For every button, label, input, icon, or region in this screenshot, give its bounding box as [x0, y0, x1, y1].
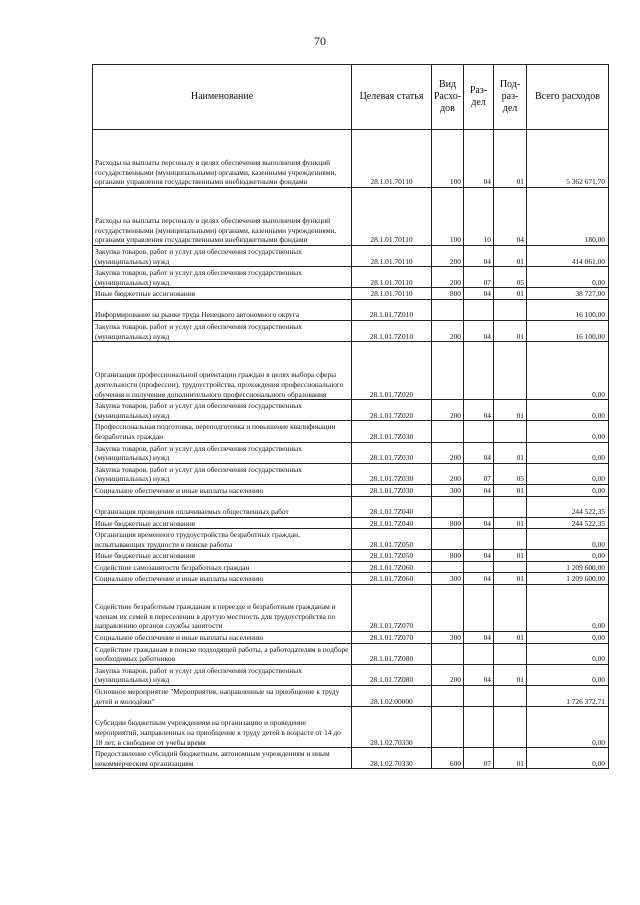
- row-subsection: 01: [494, 517, 527, 529]
- row-name: Содействие безработным гражданам в переезде и безработным гражданам и членам их семей в переселении в другую местность для трудоустройства по направлению органов службы занятости: [93, 585, 352, 632]
- row-target-article: 28.1.01.7Z040: [352, 496, 432, 517]
- table-row: [93, 267, 609, 288]
- row-target-article: 28.1.01.7Z010: [352, 299, 432, 320]
- row-section: 04: [464, 288, 494, 300]
- row-name: Организация профессиональной ориентации граждан в целях выбора сферы деятельности (профессии), трудоустройства, прохождения профессионального обучения и получения дополнительного профессионального образования: [93, 342, 352, 400]
- row-subsection: [494, 585, 527, 632]
- row-name: Информирование на рынке труда Ненецкого автономного округа: [93, 299, 352, 320]
- row-expense-type: 800: [432, 550, 464, 562]
- row-total: 0,00: [527, 529, 609, 550]
- row-subsection: 01: [494, 573, 527, 585]
- row-total: 0,00: [527, 585, 609, 632]
- row-total: 0,00: [527, 463, 609, 484]
- row-subsection: [494, 421, 527, 442]
- row-section: 04: [464, 246, 494, 267]
- row-target-article: 28.1.01.7Z030: [352, 442, 432, 463]
- table-row: [93, 442, 609, 463]
- row-name: Организация временного трудоустройства безработных граждан, испытывающих трудности в поиске работы: [93, 529, 352, 550]
- row-total: 0,00: [527, 484, 609, 496]
- header-subsection: Под- раз- дел: [494, 65, 527, 130]
- row-subsection: 01: [494, 664, 527, 685]
- table-row: [93, 707, 609, 748]
- row-target-article: 28.1.01.7Z030: [352, 463, 432, 484]
- row-subsection: 05: [494, 463, 527, 484]
- header-target-article: Целевая статья: [352, 65, 432, 130]
- row-subsection: [494, 299, 527, 320]
- row-name: Закупка товаров, работ и услуг для обеспечения государственных (муниципальных) нужд: [93, 442, 352, 463]
- row-expense-type: 200: [432, 400, 464, 421]
- row-section: [464, 686, 494, 707]
- row-total: 0,00: [527, 342, 609, 400]
- row-total: 16 100,00: [527, 320, 609, 341]
- row-target-article: 28.1.02.70330: [352, 707, 432, 748]
- row-section: 04: [464, 550, 494, 562]
- row-subsection: [494, 561, 527, 573]
- row-name: Организация проведения оплачиваемых общественных работ: [93, 496, 352, 517]
- row-target-article: 28.1.01.70110: [352, 267, 432, 288]
- row-subsection: [494, 686, 527, 707]
- table-row: [93, 188, 609, 246]
- table-row: [93, 400, 609, 421]
- row-name: Закупка товаров, работ и услуг для обеспечения государственных (муниципальных) нужд: [93, 664, 352, 685]
- row-target-article: 28.1.01.70110: [352, 188, 432, 246]
- row-section: 04: [464, 632, 494, 644]
- row-name: Расходы на выплаты персоналу в целях обеспечения выполнения функций государственными (муниципальными) органами, казенными учреждениями, органами управления государственными внебюджетными фондами: [93, 188, 352, 246]
- table-row: [93, 299, 609, 320]
- row-name: Иные бюджетные ассигнования: [93, 288, 352, 300]
- row-target-article: 28.1.01.7Z080: [352, 643, 432, 664]
- row-target-article: 28.1.01.70110: [352, 130, 432, 188]
- row-name: Закупка товаров, работ и услуг для обеспечения государственных (муниципальных) нужд: [93, 463, 352, 484]
- row-total: 180,00: [527, 188, 609, 246]
- row-section: [464, 707, 494, 748]
- row-total: 0,00: [527, 550, 609, 562]
- table-row: [93, 573, 609, 585]
- row-target-article: 28.1.01.7Z030: [352, 484, 432, 496]
- row-section: [464, 561, 494, 573]
- row-expense-type: 200: [432, 664, 464, 685]
- row-target-article: 28.1.01.7Z060: [352, 561, 432, 573]
- row-section: 04: [464, 320, 494, 341]
- table-row: [93, 484, 609, 496]
- row-expense-type: 300: [432, 484, 464, 496]
- table-row: [93, 550, 609, 562]
- row-subsection: 01: [494, 748, 527, 769]
- row-target-article: 28.1.01.7Z020: [352, 400, 432, 421]
- row-section: 04: [464, 664, 494, 685]
- row-total: 1 726 372,71: [527, 686, 609, 707]
- page-number: 70: [314, 34, 326, 48]
- row-target-article: 28.1.01.7Z030: [352, 421, 432, 442]
- header-row: [93, 65, 609, 130]
- table-row: [93, 496, 609, 517]
- row-subsection: 01: [494, 484, 527, 496]
- row-subsection: 01: [494, 320, 527, 341]
- row-total: 38 727,00: [527, 288, 609, 300]
- table-row: [93, 288, 609, 300]
- table-row: [93, 342, 609, 400]
- row-section: 04: [464, 517, 494, 529]
- row-total: 244 522,35: [527, 496, 609, 517]
- row-subsection: 01: [494, 442, 527, 463]
- table-row: [93, 130, 609, 188]
- row-expense-type: 300: [432, 632, 464, 644]
- row-target-article: 28.1.01.7Z050: [352, 529, 432, 550]
- row-name: Основное мероприятие "Мероприятия, направленные на приобщение к труду детей и молодёжи": [93, 686, 352, 707]
- row-name: Социальное обеспечение и иные выплаты населению: [93, 573, 352, 585]
- table-row: [93, 246, 609, 267]
- table-row: [93, 529, 609, 550]
- row-subsection: 01: [494, 632, 527, 644]
- row-expense-type: 100: [432, 130, 464, 188]
- table-row: [93, 686, 609, 707]
- table-row: [93, 643, 609, 664]
- row-expense-type: 800: [432, 517, 464, 529]
- row-target-article: 28.1.01.7Z040: [352, 517, 432, 529]
- row-expense-type: 200: [432, 320, 464, 341]
- row-section: [464, 643, 494, 664]
- row-expense-type: 300: [432, 573, 464, 585]
- row-name: Расходы на выплаты персоналу в целях обеспечения выполнения функций государственными (муниципальными) органами, казенными учреждениями, органами управления государственными внебюджетными фондами: [93, 130, 352, 188]
- table-body: [93, 130, 609, 769]
- row-expense-type: [432, 686, 464, 707]
- row-section: 07: [464, 267, 494, 288]
- row-subsection: 01: [494, 288, 527, 300]
- row-subsection: 01: [494, 550, 527, 562]
- table-row: [93, 585, 609, 632]
- header-total: Всего расходов: [527, 65, 609, 130]
- row-subsection: [494, 707, 527, 748]
- row-name: Закупка товаров, работ и услуг для обеспечения государственных (муниципальных) нужд: [93, 267, 352, 288]
- row-expense-type: 800: [432, 288, 464, 300]
- row-total: 0,00: [527, 748, 609, 769]
- row-expense-type: [432, 561, 464, 573]
- row-total: 16 100,00: [527, 299, 609, 320]
- row-total: 0,00: [527, 707, 609, 748]
- row-total: 0,00: [527, 421, 609, 442]
- row-name: Субсидии бюджетным учреждениям на организацию и проведение мероприятий, направленных на приобщение к труду детей в возрасте от 14 до 18 лет, в свободное от учебы время: [93, 707, 352, 748]
- table-row: [93, 561, 609, 573]
- row-expense-type: [432, 585, 464, 632]
- row-name: Профессиональная подготовка, переподготовка и повышение квалификации безработных граждан: [93, 421, 352, 442]
- table-row: [93, 320, 609, 341]
- row-target-article: 28.1.01.7Z020: [352, 342, 432, 400]
- row-total: 0,00: [527, 442, 609, 463]
- row-total: 5 362 671,70: [527, 130, 609, 188]
- row-name: Закупка товаров, работ и услуг для обеспечения государственных (муниципальных) нужд: [93, 400, 352, 421]
- row-subsection: [494, 643, 527, 664]
- row-subsection: 01: [494, 400, 527, 421]
- row-target-article: 28.1.01.7Z010: [352, 320, 432, 341]
- row-name: Закупка товаров, работ и услуг для обеспечения государственных (муниципальных) нужд: [93, 320, 352, 341]
- row-target-article: 28.1.01.7Z080: [352, 664, 432, 685]
- table-row: [93, 748, 609, 769]
- row-total: 0,00: [527, 664, 609, 685]
- row-section: [464, 421, 494, 442]
- row-section: 07: [464, 463, 494, 484]
- row-section: [464, 529, 494, 550]
- row-name: Иные бюджетные ассигнования: [93, 517, 352, 529]
- row-subsection: 04: [494, 188, 527, 246]
- budget-table: [92, 64, 609, 769]
- row-total: 244 522,35: [527, 517, 609, 529]
- row-expense-type: 100: [432, 188, 464, 246]
- table-row: [93, 632, 609, 644]
- row-section: 04: [464, 573, 494, 585]
- row-expense-type: 200: [432, 463, 464, 484]
- row-expense-type: [432, 299, 464, 320]
- header-section: Раз- дел: [464, 65, 494, 130]
- row-expense-type: [432, 342, 464, 400]
- row-expense-type: [432, 421, 464, 442]
- row-expense-type: 200: [432, 246, 464, 267]
- row-section: 10: [464, 188, 494, 246]
- row-total: 0,00: [527, 400, 609, 421]
- row-total: 1 209 600,00: [527, 573, 609, 585]
- row-name: Социальное обеспечение и иные выплаты населению: [93, 484, 352, 496]
- row-section: 04: [464, 400, 494, 421]
- row-target-article: 28.1.01.70110: [352, 246, 432, 267]
- row-subsection: [494, 496, 527, 517]
- row-section: 04: [464, 484, 494, 496]
- table-row: [93, 421, 609, 442]
- row-name: Содействие гражданам в поиске подходящей работы, а работодателям в подборе необходимых работников: [93, 643, 352, 664]
- row-name: Содействие самозанятости безработных граждан: [93, 561, 352, 573]
- row-expense-type: 600: [432, 748, 464, 769]
- row-target-article: 28.1.01.7Z070: [352, 632, 432, 644]
- row-expense-type: 200: [432, 442, 464, 463]
- table-row: [93, 664, 609, 685]
- row-total: 1 209 600,00: [527, 561, 609, 573]
- row-subsection: 05: [494, 267, 527, 288]
- row-expense-type: [432, 643, 464, 664]
- row-expense-type: [432, 496, 464, 517]
- row-section: 04: [464, 442, 494, 463]
- row-target-article: 28.1.01.7Z050: [352, 550, 432, 562]
- row-total: 0,00: [527, 632, 609, 644]
- row-name: Предоставление субсидий бюджетным, автономным учреждениям и иным некоммерческим организациям: [93, 748, 352, 769]
- row-target-article: 28.1.02.70330: [352, 748, 432, 769]
- table-row: [93, 463, 609, 484]
- row-section: 07: [464, 748, 494, 769]
- row-section: [464, 342, 494, 400]
- row-subsection: 01: [494, 246, 527, 267]
- row-total: 414 061,00: [527, 246, 609, 267]
- row-total: 0,00: [527, 643, 609, 664]
- table-row: [93, 517, 609, 529]
- row-expense-type: [432, 707, 464, 748]
- row-subsection: 01: [494, 130, 527, 188]
- row-section: 04: [464, 130, 494, 188]
- row-total: 0,00: [527, 267, 609, 288]
- row-subsection: [494, 342, 527, 400]
- row-target-article: 28.1.01.7Z070: [352, 585, 432, 632]
- row-subsection: [494, 529, 527, 550]
- row-section: [464, 299, 494, 320]
- row-expense-type: [432, 529, 464, 550]
- row-target-article: 28.1.02.00000: [352, 686, 432, 707]
- row-name: Закупка товаров, работ и услуг для обеспечения государственных (муниципальных) нужд: [93, 246, 352, 267]
- row-expense-type: 200: [432, 267, 464, 288]
- header-expense-type: Вид Расхо- дов: [432, 65, 464, 130]
- row-target-article: 28.1.01.70110: [352, 288, 432, 300]
- row-section: [464, 585, 494, 632]
- header-name: Наименование: [93, 65, 352, 130]
- row-name: Иные бюджетные ассигнования: [93, 550, 352, 562]
- row-section: [464, 496, 494, 517]
- row-name: Социальное обеспечение и иные выплаты населению: [93, 632, 352, 644]
- row-target-article: 28.1.01.7Z060: [352, 573, 432, 585]
